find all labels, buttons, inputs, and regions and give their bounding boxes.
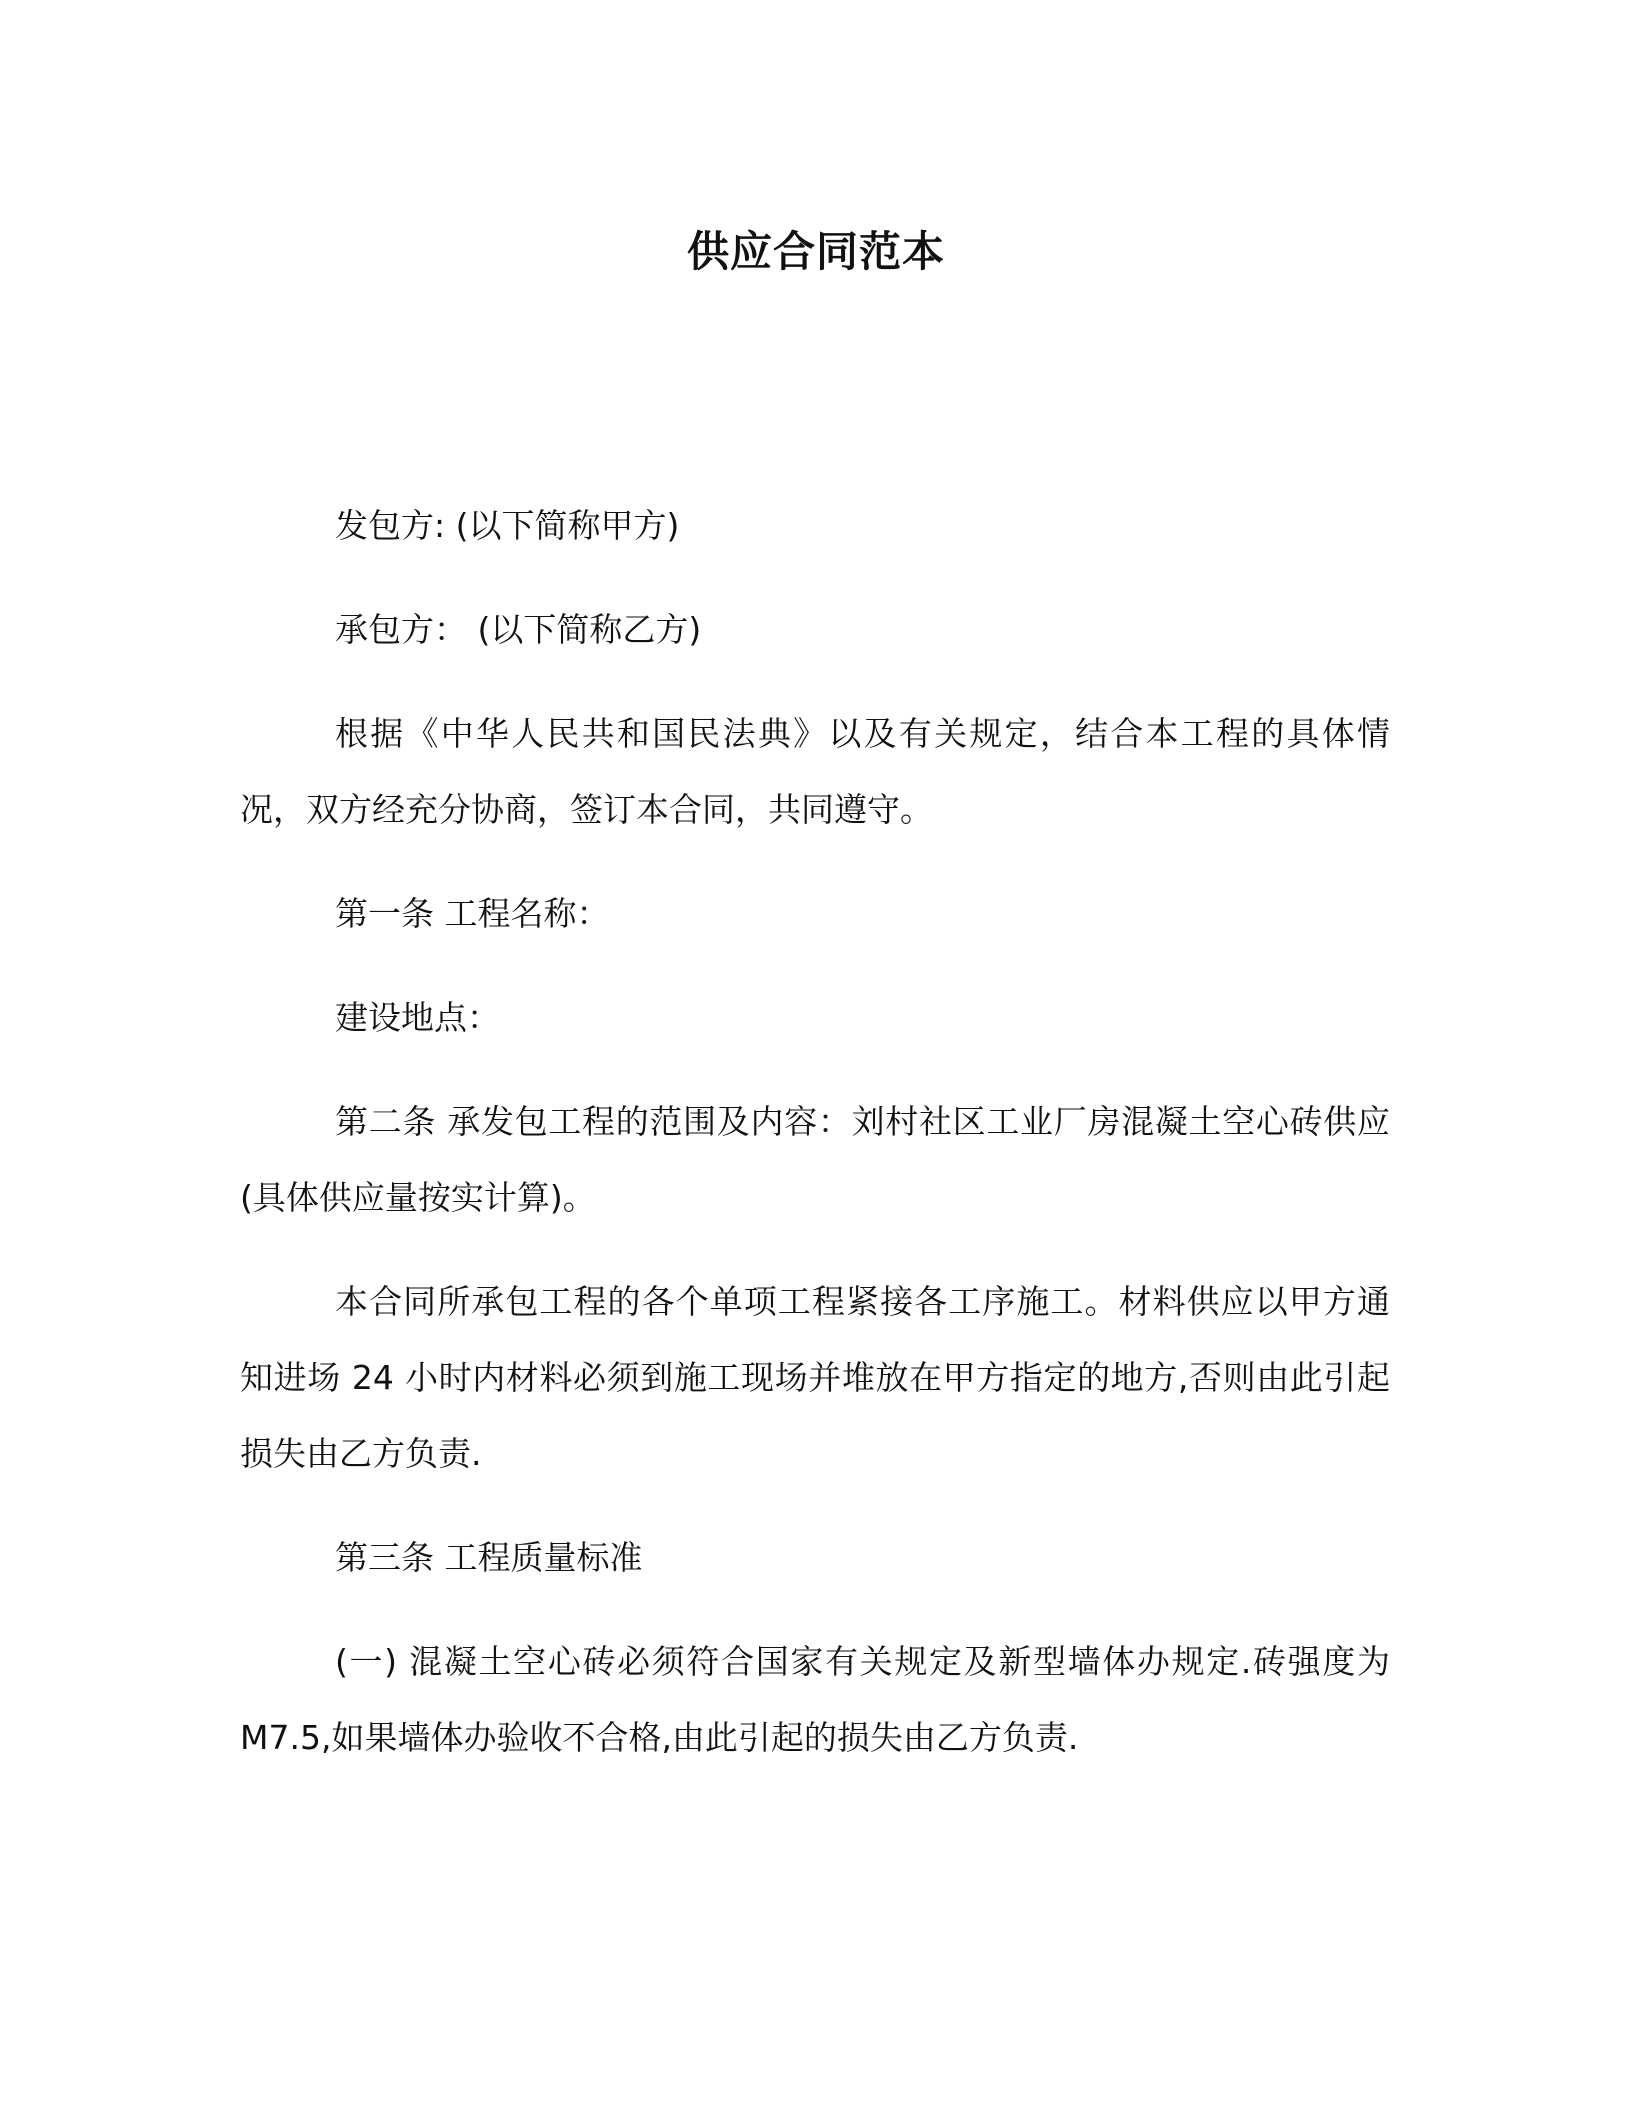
paragraph-contractor: 承包方： (以下简称乙方) <box>335 610 702 649</box>
paragraph-employer: 发包方: (以下简称甲方) <box>335 506 680 545</box>
paragraph-article-2-scope: 第二条 承发包工程的范围及内容：刘村社区工业厂房混凝土空心砖供应(具体供应量按实计算)。 <box>240 1102 1390 1217</box>
paragraph-quality-item-1: (一) 混凝土空心砖必须符合国家有关规定及新型墙体办规定.砖强度为 M7.5,如果墙体办验收不合格,由此引起的损失由乙方负责. <box>240 1642 1390 1757</box>
paragraph-supply-terms: 本合同所承包工程的各个单项工程紧接各工序施工。材料供应以甲方通知进场 24 小时内材料必须到施工现场并堆放在甲方指定的地方,否则由此引起损失由乙方负责. <box>240 1282 1390 1473</box>
paragraph-construction-site: 建设地点： <box>335 998 500 1037</box>
paragraph-article-3-quality: 第三条 工程质量标准 <box>335 1538 643 1577</box>
paragraph-article-1-project-name: 第一条 工程名称： <box>335 894 610 933</box>
paragraph-preamble: 根据《中华人民共和国民法典》以及有关规定，结合本工程的具体情况，双方经充分协商，签订本合同，共同遵守。 <box>240 714 1390 829</box>
document-title: 供应合同范本 <box>686 227 945 276</box>
document-body <box>240 488 1390 1776</box>
